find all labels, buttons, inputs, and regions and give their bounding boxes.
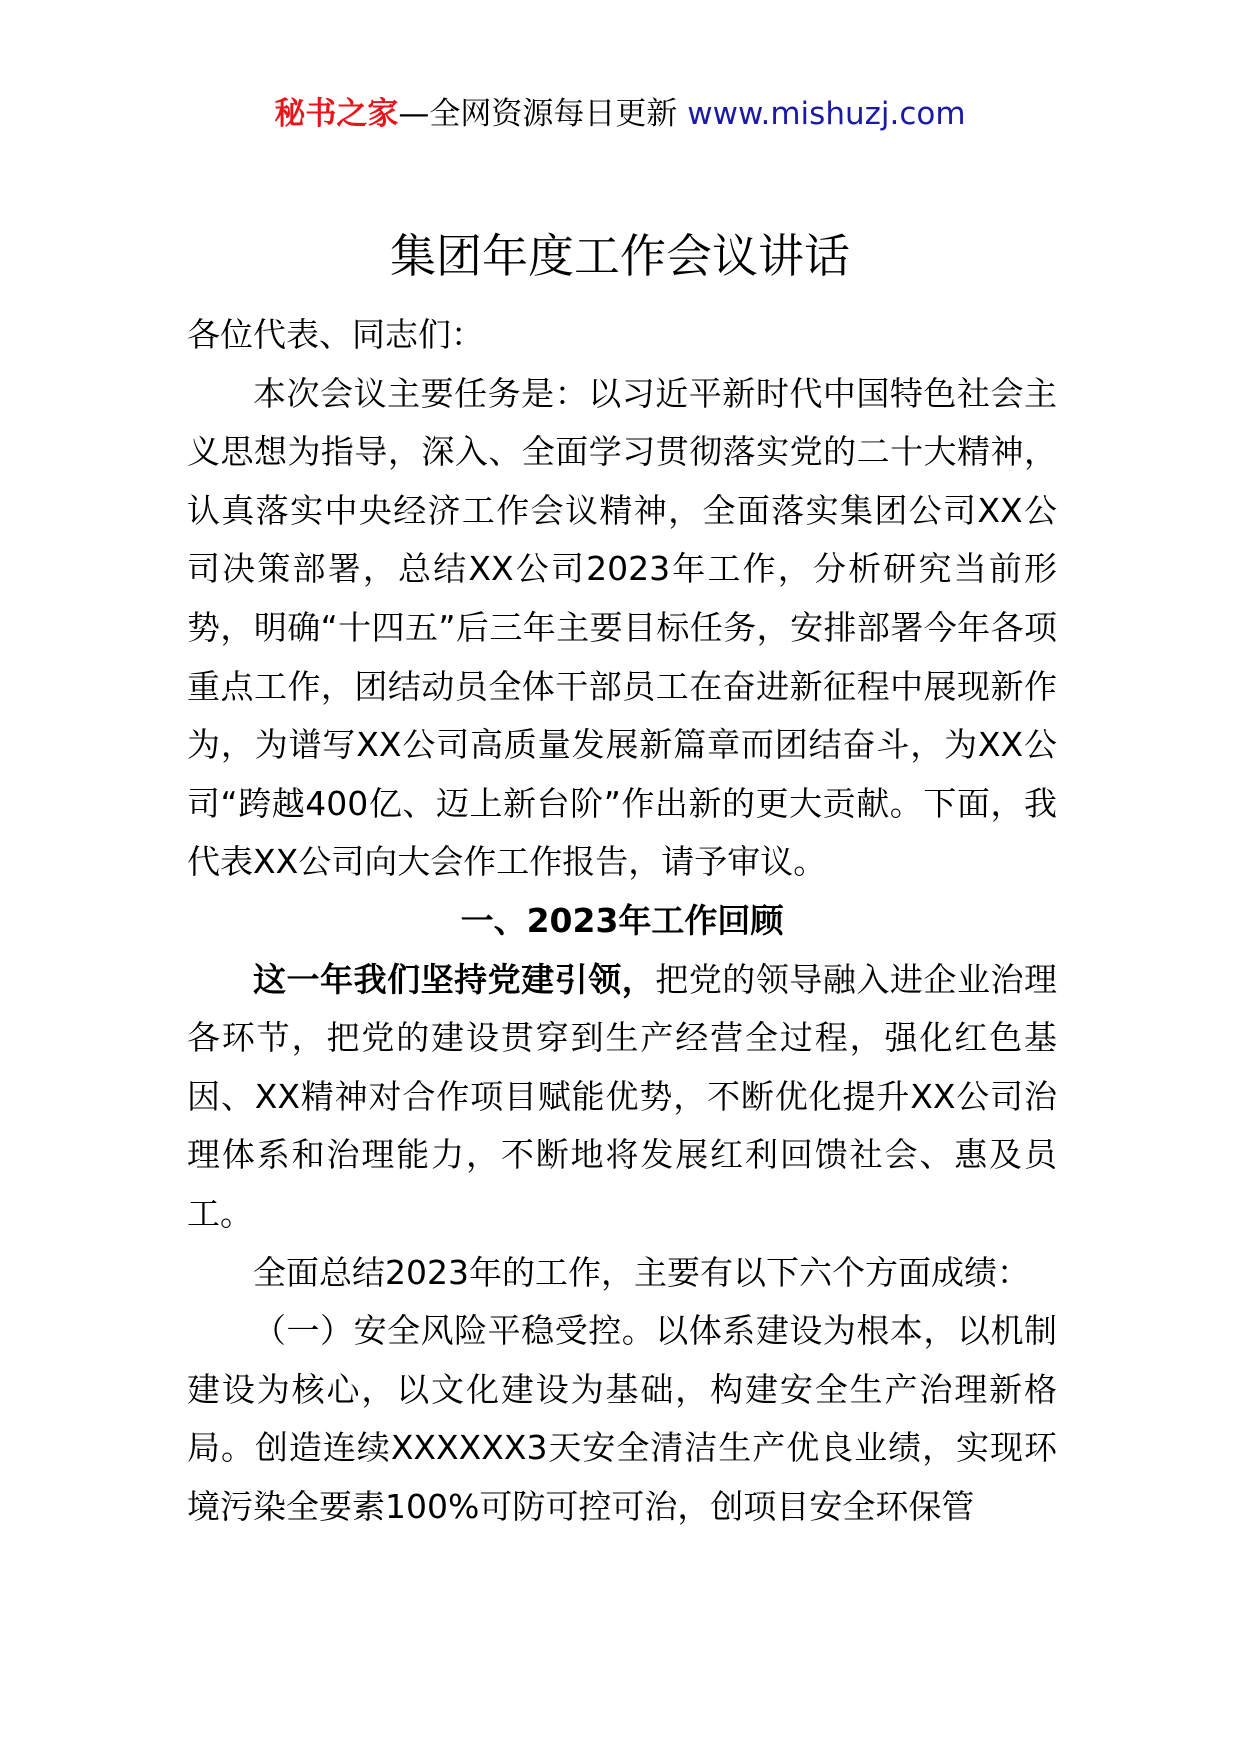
document-body — [187, 306, 1057, 1536]
party-building-text: 把党的领导融入进企业治理各环节，把党的建设贯穿到生产经营全过程，强化红色基因、XX精神对合作项目赋能优势，不断优化提升XX公司治理体系和治理能力，不断地将发展红利回馈社会、惠及员工。 — [187, 959, 1058, 1233]
achievement-item-1: （一）安全风险平稳受控。以体系建设为根本，以机制建设为核心，以文化建设为基础，构建安全生产治理新格局。创造连续XXXXXX3天安全清洁生产优良业绩，实现环境污染全要素100%可防可控可治，创项目安全环保管 — [187, 1311, 1057, 1526]
section-heading: 一、2023年工作回顾 — [460, 900, 784, 940]
header-slogan: —全网资源每日更新 — [398, 96, 688, 132]
site-url-link[interactable]: www.mishuzj.com — [687, 96, 966, 132]
summary-intro-paragraph: 全面总结2023年的工作，主要有以下六个方面成绩： — [253, 1252, 1030, 1292]
intro-paragraph: 本次会议主要任务是：以习近平新时代中国特色社会主义思想为指导，深入、全面学习贯彻落实党的二十大精神，认真落实中央经济工作会议精神，全面落实集团公司XX公司决策部署，总结XX公司2023年工作，分析研究当前形势，明确“十四五”后三年主要目标任务，安排部署今年各项重点工作，团结动员全体干部员工在奋进新征程中展现新作为，为谱写XX公司高质量发展新篇章而团结奋斗，为XX公司“跨越400亿、迈上新台阶”作出新的更大贡献。下面，我代表XX公司向大会作工作报告，请予审议。 — [187, 373, 1057, 882]
document-title: 集团年度工作会议讲话 — [390, 229, 850, 283]
party-building-paragraph — [187, 951, 1057, 1244]
brand-name: 秘书之家 — [274, 96, 399, 132]
salutation: 各位代表、同志们： — [187, 315, 484, 354]
site-header-banner — [0, 94, 1240, 134]
party-building-lead: 这一年我们坚持党建引领， — [253, 959, 656, 999]
